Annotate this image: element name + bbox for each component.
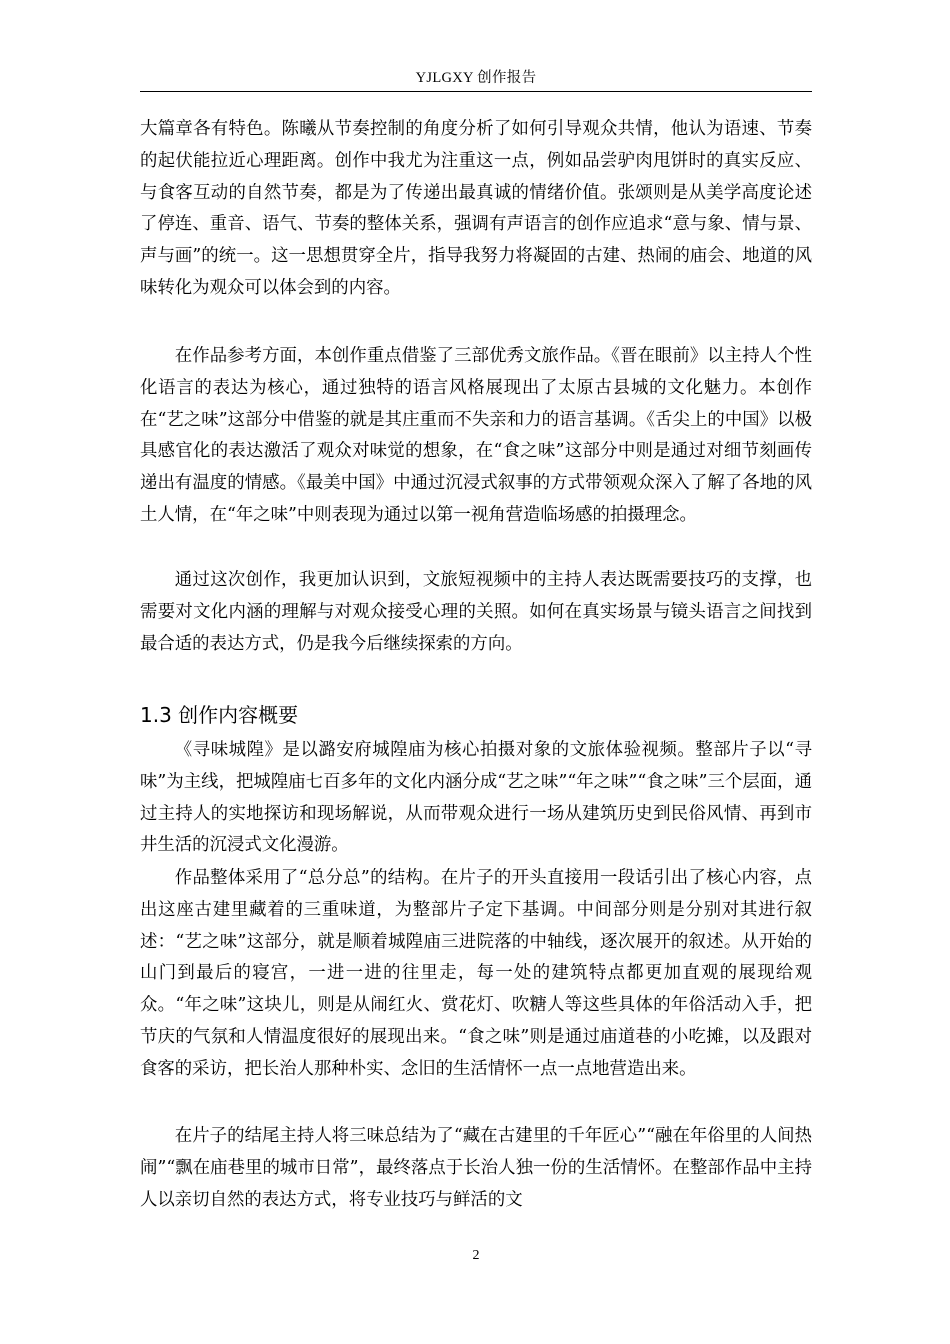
page-number: 2 bbox=[472, 1248, 480, 1263]
section-heading: 1.3 创作内容概要 bbox=[140, 703, 299, 727]
paragraph-continued: 大篇章各有特色。陈曦从节奏控制的角度分析了如何引导观众共情，他认为语速、节奏的起伏能拉近心理距离。创作中我尤为注重这一点，例如品尝驴肉甩饼时的真实反应、与食客互动的自然节奏，都是为了传递出最真诚的情绪价值。张颂则是从美学高度论述了停连、重音、语气、节奏的整体关系，强调有声语言的创作应追求“意与象、情与景、声与画”的统一。这一思想贯穿全片，指导我努力将凝固的古建、热闹的庙会、地道的风味转化为观众可以体会到的内容。 bbox=[140, 119, 812, 298]
paragraph-structure: 作品整体采用了“总分总”的结构。在片子的开头直接用一段话引出了核心内容，点出这座古建里藏着的三重味道，为整部片子定下基调。中间部分则是分别对其进行叙述：“艺之味”这部分，就是顺着城隍庙三进院落的中轴线，逐次展开的叙述。从开始的山门到最后的寝宫，一进一进的往里走，每一处的建筑特点都更加直观的展现给观众。“年之味”这块儿，则是从闹红火、赏花灯、吹糖人等这些具体的年俗活动入手，把节庆的气氛和人情温度很好的展现出来。“食之味”则是通过庙道巷的小吃摊，以及跟对食客的采访，把长治人那种朴实、念旧的生活情怀一点一点地营造出来。 bbox=[140, 868, 812, 1079]
paragraph-reference-works: 在作品参考方面，本创作重点借鉴了三部优秀文旅作品。《晋在眼前》以主持人个性化语言的表达为核心，通过独特的语言风格展现出了太原古县城的文化魅力。本创作在“艺之味”这部分中借鉴的就是其庄重而不失亲和力的语言基调。《舌尖上的中国》以极具感官化的表达激活了观众对味觉的想象，在“食之味”这部分中则是通过对细节刻画传递出有温度的情感。《最美中国》中通过沉浸式叙事的方式带领观众深入了解了各地的风土人情，在“年之味”中则表现为通过以第一视角营造临场感的拍摄理念。 bbox=[140, 346, 812, 525]
paragraph-reflection: 通过这次创作，我更加认识到，文旅短视频中的主持人表达既需要技巧的支撑，也需要对文化内涵的理解与对观众接受心理的关照。如何在真实场景与镜头语言之间找到最合适的表达方式，仍是我今后继续探索的方向。 bbox=[140, 570, 812, 654]
page-header: YJLGXY 创作报告 bbox=[415, 70, 537, 86]
header-rule bbox=[140, 91, 812, 92]
paragraph-conclusion: 在片子的结尾主持人将三味总结为了“藏在古建里的千年匠心”“融在年俗里的人间热闹”“飘在庙巷里的城市日常”，最终落点于长治人独一份的生活情怀。在整部作品中主持人以亲切自然的表达方式，将专业技巧与鲜活的文 bbox=[140, 1126, 812, 1210]
paragraph-summary-intro: 《寻味城隍》是以潞安府城隍庙为核心拍摄对象的文旅体验视频。整部片子以“寻味”为主线，把城隍庙七百多年的文化内涵分成“艺之味”“年之味”“食之味”三个层面，通过主持人的实地探访和现场解说，从而带观众进行一场从建筑历史到民俗风情、再到市井生活的沉浸式文化漫游。 bbox=[140, 740, 812, 856]
